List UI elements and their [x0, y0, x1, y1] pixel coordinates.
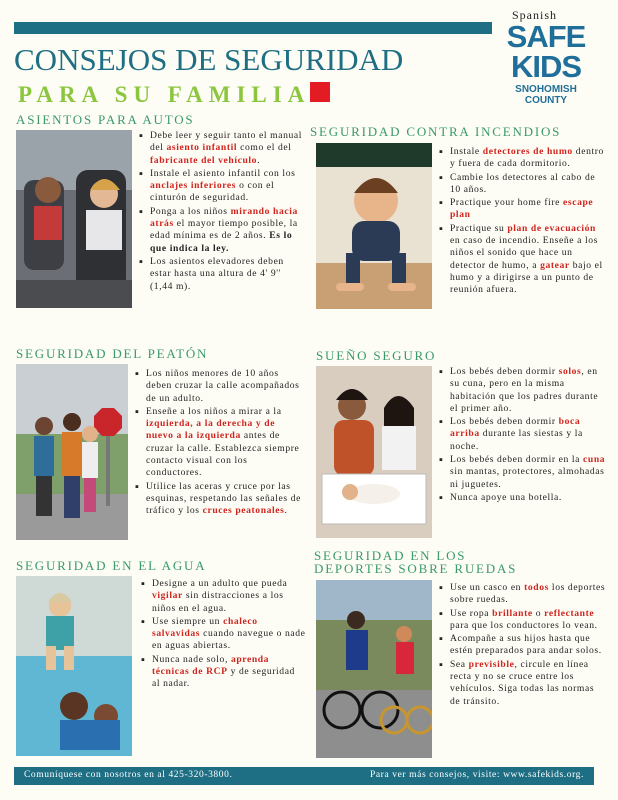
safe-kids-logo	[500, 19, 592, 120]
list-item: ▪ Use un casco en todos los deportes sobre ruedas.	[450, 582, 606, 607]
list-item: ▪ Los asientos elevadores deben estar hasta una altura de 4' 9'' (1,44 m).	[150, 256, 302, 293]
list-ruedas	[438, 582, 606, 709]
logo-line2: KIDS	[510, 49, 582, 84]
list-item: ▪ Enseñe a los niños a mirar a la izquierda, a la derecha y de nuevo a la izquierda antes de cruzar la calle. Establezca siempre contacto visual con los conductores.	[146, 406, 304, 480]
logo-line3: SNOHOMISH	[515, 84, 577, 95]
page-subtitle: PARA SU FAMILIA	[18, 82, 311, 107]
list-item: ▪ Acompañe a sus hijos hasta que estén preparados para andar solos.	[450, 633, 606, 658]
footer-bar	[14, 767, 594, 785]
footer-contact: Comuníquese con nosotros en al 425-320-3800.	[24, 770, 233, 780]
list-sueno	[438, 366, 606, 505]
list-item: ▪ Nunca apoye una botella.	[450, 492, 606, 504]
header-bar	[14, 22, 492, 34]
section-heading-sueno: SUEÑO SEGURO	[316, 348, 437, 363]
section-heading-peaton: SEGURIDAD DEL PEATÓN	[16, 346, 209, 361]
section-heading-autos: ASIENTOS PARA AUTOS	[16, 112, 195, 127]
list-item: ▪ Nunca nade solo, aprenda técnicas de RCP y de seguridad al nadar.	[152, 654, 306, 691]
logo-line1: SAFE	[506, 19, 586, 54]
logo-line4: COUNTY	[524, 95, 568, 106]
list-item: ▪ Use ropa brillante o reflectante para que los conductores lo vean.	[450, 608, 606, 633]
list-item: ▪ Los niños menores de 10 años deben cruzar la calle acompañados de un adulto.	[146, 368, 304, 405]
list-item: ▪ Utilice las aceras y cruce por las esquinas, respetando las señales de tráfico y los cruces peatonales.	[146, 481, 304, 518]
list-item: ▪ Los bebés deben dormir en la cuna sin mantas, protectores, almohadas ni juguetes.	[450, 454, 606, 491]
list-item: ▪ Instale detectores de humo dentro y fuera de cada dormitorio.	[450, 146, 606, 171]
photo-crawling-boy	[316, 143, 432, 309]
list-item: ▪ Los bebés deben dormir boca arriba durante las siestas y la noche.	[450, 416, 606, 453]
photo-pedestrians	[16, 364, 128, 540]
red-square-decoration	[310, 82, 330, 102]
page-title: CONSEJOS DE SEGURIDAD	[14, 42, 404, 77]
section-heading-incendios: SEGURIDAD CONTRA INCENDIOS	[310, 124, 562, 139]
section-heading-ruedas-line2: DEPORTES SOBRE RUEDAS	[314, 561, 518, 576]
photo-baby-crib	[316, 366, 432, 538]
list-incendios	[438, 146, 606, 298]
photo-bicycles	[316, 580, 432, 758]
list-agua	[140, 578, 306, 692]
list-item: ▪ Cambie los detectores al cabo de 10 años.	[450, 172, 606, 197]
list-item: ▪ Instale el asiento infantil con los anclajes inferiores o con el cinturón de seguridad.	[150, 168, 302, 205]
photo-car-seat	[16, 130, 132, 308]
list-item: ▪ Use siempre un chaleco salvavidas cuando navegue o nade en aguas abiertas.	[152, 616, 306, 653]
list-item: ▪ Sea previsible, circule en línea recta y no se cruce entre los vehículos. Siga todas las normas de tránsito.	[450, 659, 606, 708]
list-peaton	[134, 368, 304, 519]
list-autos	[138, 130, 302, 294]
photo-swimming	[16, 576, 132, 756]
list-item: ▪ Ponga a los niños mirando hacia atrás el mayor tiempo posible, la edad mínima es de 2 años. Es lo que indica la ley.	[150, 206, 302, 255]
list-item: ▪ Debe leer y seguir tanto el manual del asiento infantil como el del fabricante del vehículo.	[150, 130, 302, 167]
section-heading-ruedas-line1: SEGURIDAD EN LOS	[314, 548, 467, 563]
list-item: ▪ Practique your home fire escape plan	[450, 197, 606, 222]
section-heading-agua: SEGURIDAD EN EL AGUA	[16, 558, 207, 573]
list-item: ▪ Designe a un adulto que pueda vigilar sin distracciones a los niños en el agua.	[152, 578, 306, 615]
language-label: Spanish	[512, 8, 558, 22]
list-item: ▪ Practique su plan de evacuación en caso de incendio. Enseñe a los niños el sonido que hace un detector de humo, a gatear bajo el humo y a dirigirse a un punto de reunión afuera.	[450, 223, 606, 297]
footer-website: Para ver más consejos, visite: www.safekids.org.	[369, 770, 584, 780]
list-item: ▪ Los bebés deben dormir solos, en su cuna, pero en la misma habitación que los padres durante el primer año.	[450, 366, 606, 415]
